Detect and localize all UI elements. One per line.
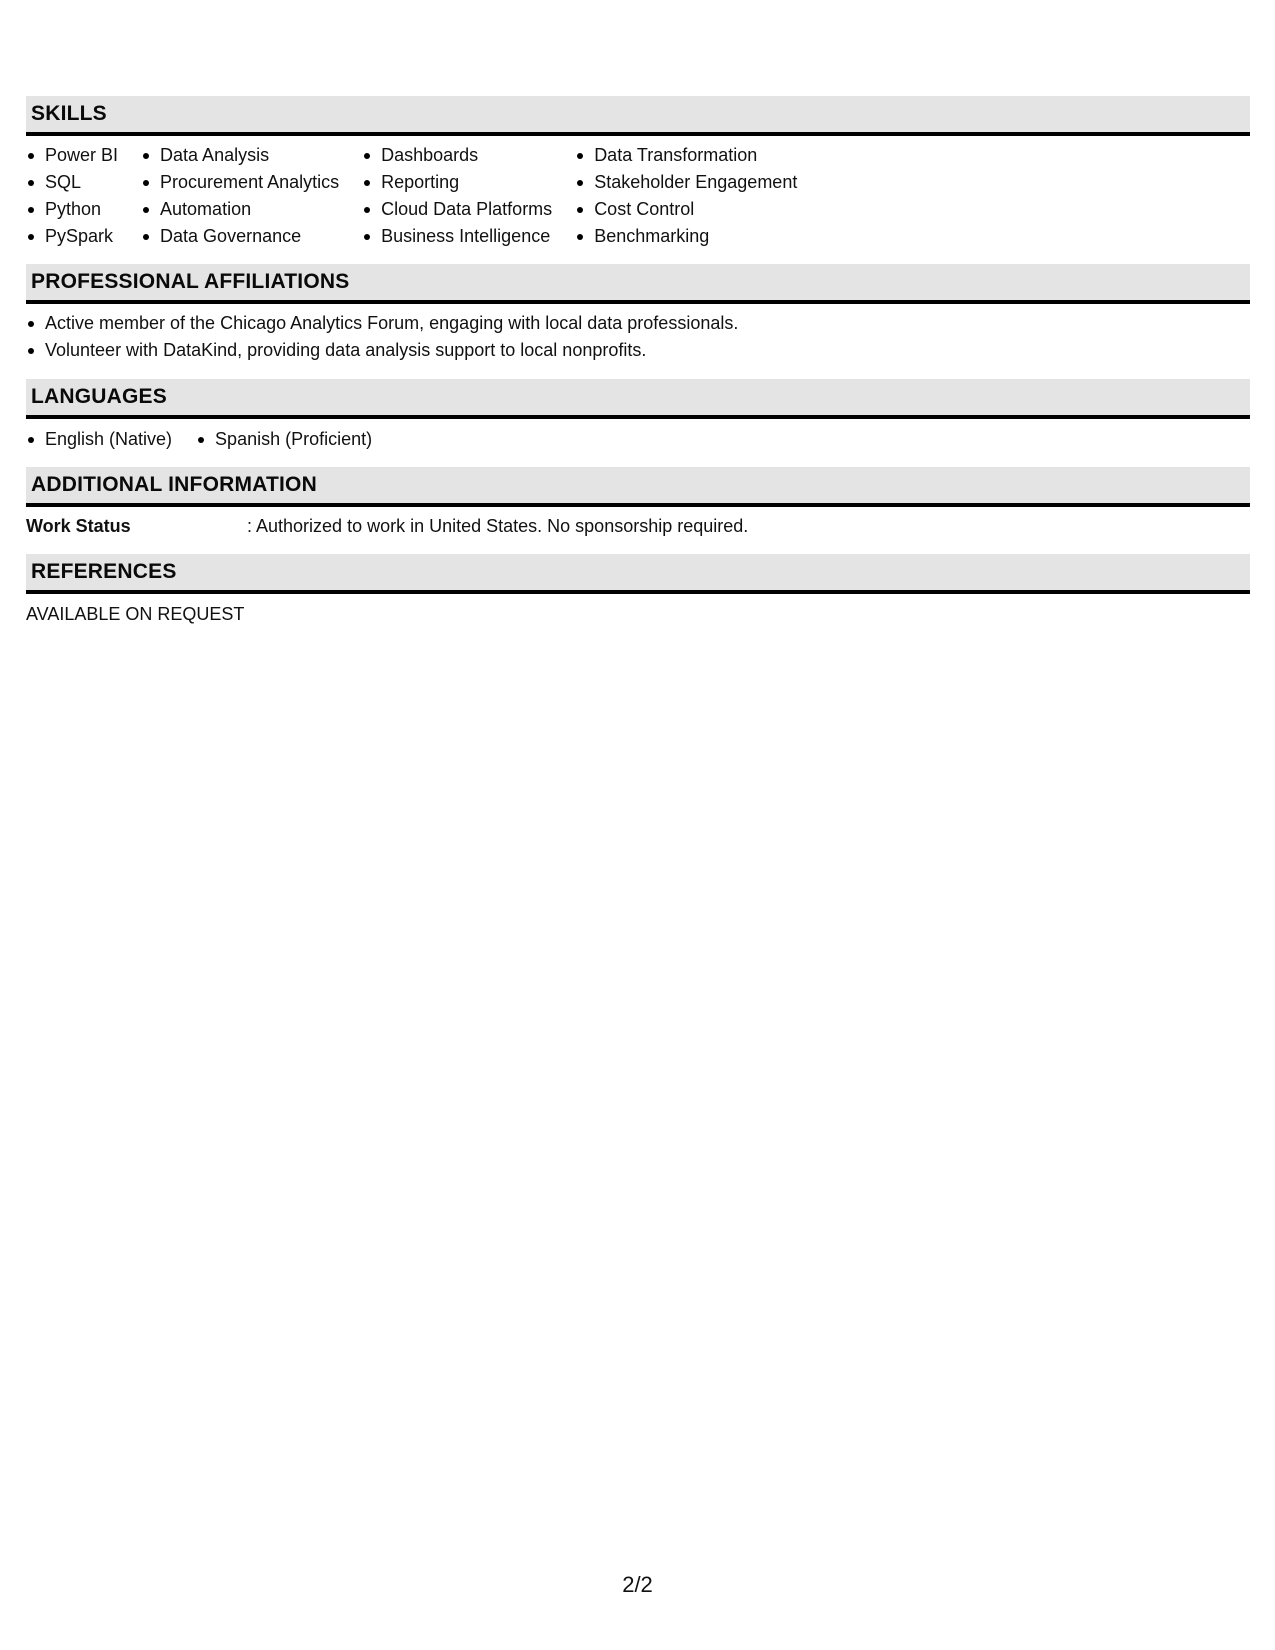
resume-page: [26, 96, 1250, 628]
language-item: Spanish (Proficient): [196, 426, 372, 453]
affiliations-section: [26, 264, 1250, 379]
references-text: AVAILABLE ON REQUEST: [26, 604, 245, 624]
skill-item: Business Intelligence: [362, 223, 552, 250]
affiliations-title: PROFESSIONAL AFFILIATIONS: [31, 270, 350, 293]
skill-item: Data Transformation: [575, 142, 797, 169]
affiliations-list: [26, 304, 1250, 379]
skill-item: SQL: [26, 169, 118, 196]
work-status-value: : Authorized to work in United States. No sponsorship required.: [247, 516, 749, 536]
affiliation-item: Volunteer with DataKind, providing data analysis support to local nonprofits.: [26, 337, 1250, 364]
skills-column-2: [141, 142, 339, 250]
additional-info-section: [26, 467, 1250, 554]
skill-item: Cost Control: [575, 196, 797, 223]
languages-list: [26, 419, 1250, 467]
skills-column-1: [26, 142, 118, 250]
skills-column-4: [575, 142, 797, 250]
language-item: English (Native): [26, 426, 172, 453]
skills-section: [26, 96, 1250, 264]
affiliations-header: [26, 264, 1250, 304]
skill-item: Python: [26, 196, 118, 223]
references-header: [26, 554, 1250, 594]
skill-item: Dashboards: [362, 142, 552, 169]
skills-grid: [26, 136, 1250, 264]
page-number: 2/2: [622, 1572, 653, 1597]
references-section: [26, 554, 1250, 628]
skill-item: Data Analysis: [141, 142, 339, 169]
skill-item: Power BI: [26, 142, 118, 169]
skills-header: [26, 96, 1250, 136]
affiliation-item: Active member of the Chicago Analytics Forum, engaging with local data professionals.: [26, 310, 1250, 337]
languages-header: [26, 379, 1250, 419]
skill-item: PySpark: [26, 223, 118, 250]
work-status-row: [26, 507, 1250, 554]
skill-item: Benchmarking: [575, 223, 797, 250]
additional-info-header: [26, 467, 1250, 507]
references-title: REFERENCES: [31, 560, 177, 583]
skill-item: Data Governance: [141, 223, 339, 250]
additional-info-title: ADDITIONAL INFORMATION: [31, 473, 317, 496]
work-status-label: Work Status: [26, 516, 131, 536]
skills-title: SKILLS: [31, 102, 107, 125]
skills-column-3: [362, 142, 552, 250]
languages-section: [26, 379, 1250, 467]
languages-title: LANGUAGES: [31, 385, 167, 408]
skill-item: Cloud Data Platforms: [362, 196, 552, 223]
skill-item: Reporting: [362, 169, 552, 196]
skill-item: Stakeholder Engagement: [575, 169, 797, 196]
skill-item: Automation: [141, 196, 339, 223]
skill-item: Procurement Analytics: [141, 169, 339, 196]
